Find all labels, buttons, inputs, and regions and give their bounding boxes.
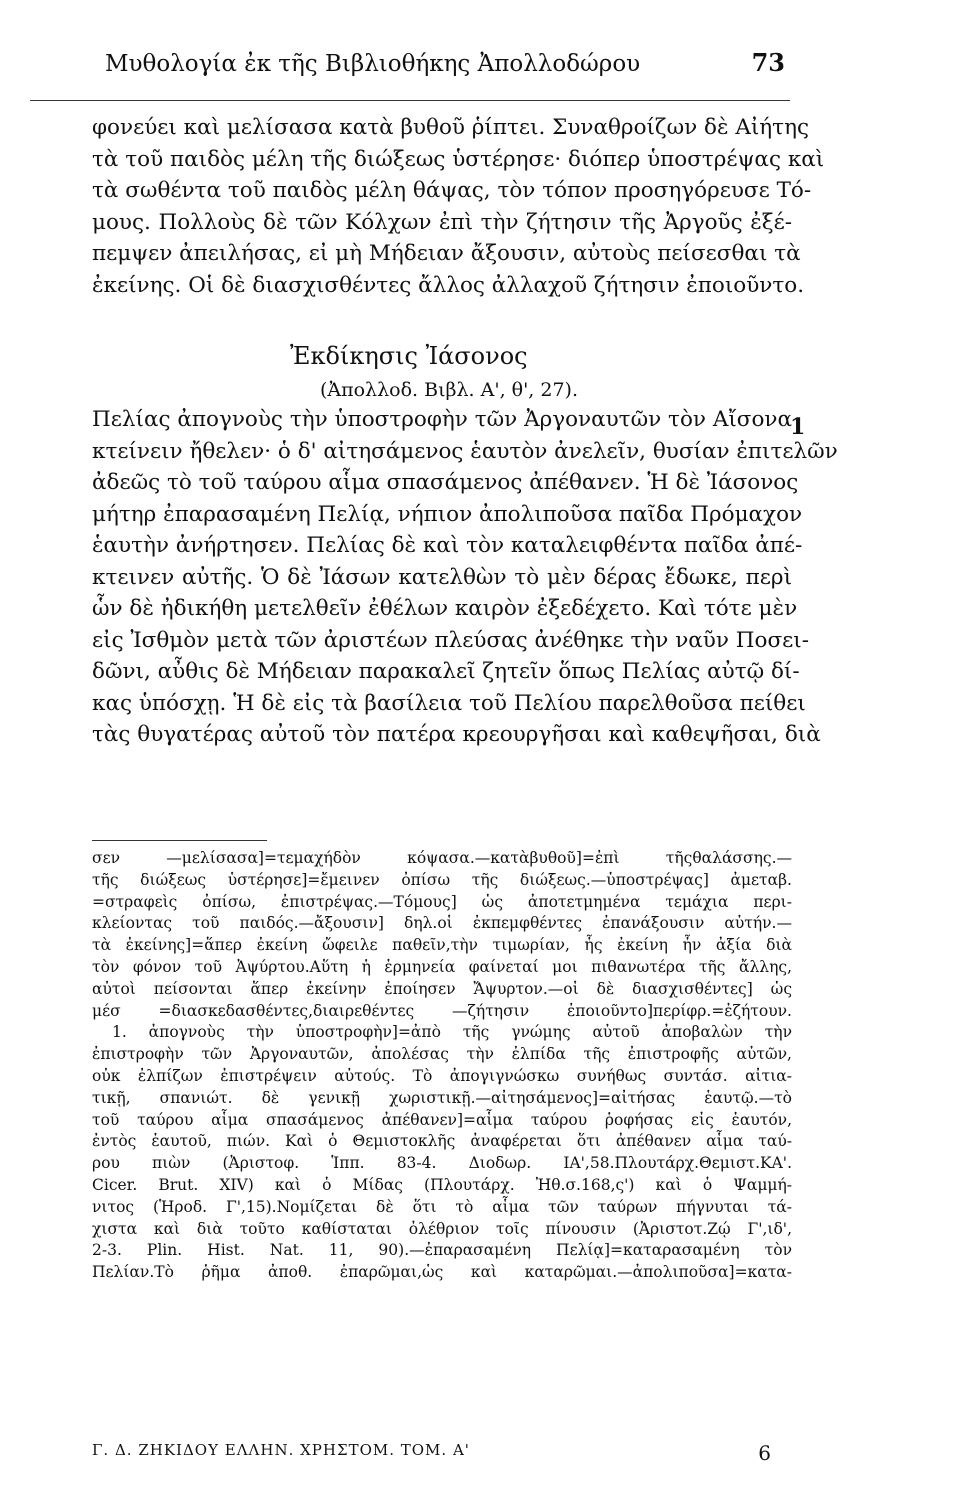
footnote-line: τῆς διώξεως ὑστέρησε]=ἔμεινεν ὀπίσω τῆς διώξεως.—ὑποστρέψας] ἀμεταβ. xyxy=(92,870,792,889)
footnote-line: οὐκ ἐλπίζων ἐπιστρέψειν αὐτούς. Τὸ ἀπογιγνώσκω συνήθως συντάσ. αἰτια- xyxy=(92,1066,792,1085)
section-reference: (Ἀπολλοδ. Βιβλ. Α', θ', 27). xyxy=(320,379,579,401)
text-line: ὧν δὲ ἠδικήθη μετελθεῖν ἐθέλων καιρὸν ἐξεδέχετο. Καὶ τότε μὲν xyxy=(92,596,798,621)
footnote-line: τικῇ, σπανιώτ. δὲ γενικῇ χωριστικῇ.—αἰτησάμενος]=αἰτήσας ἑαυτῷ.—τὸ xyxy=(92,1088,792,1107)
footnote-line: =στραφεὶς ὀπίσω, ἐπιστρέψας.—Τόμους] ὡς ἀποτετμημένα τεμάχια περι- xyxy=(92,892,792,911)
footnote-line: τὸν φόνον τοῦ Ἀψύρτου.Αὕτη ἡ ἑρμηνεία φαίνεταί μοι πιθανωτέρα τῆς ἄλλης, xyxy=(92,957,792,976)
text-line: δῶνι, αὖθις δὲ Μήδειαν παρακαλεῖ ζητεῖν ὅπως Πελίας αὐτῷ δί- xyxy=(92,659,800,684)
footnote-line: κλείοντας τοῦ παιδός.—ἄξουσιν] δηλ.οἱ ἐκπεμφθέντες ἐπανάξουσιν αὐτήν.— xyxy=(92,914,792,933)
text-line: ἐκείνης. Οἱ δὲ διασχισθέντες ἄλλος ἀλλαχοῦ ζήτησιν ἐποιοῦντο. xyxy=(92,272,805,298)
text-line: ἑαυτὴν ἀνήρτησεν. Πελίας δὲ καὶ τὸν καταλειφθέντα παῖδα ἀπέ- xyxy=(92,533,803,558)
text-line: κτείνειν ἤθελεν· ὁ δ' αἰτησάμενος ἑαυτὸν ἀνελεῖν, θυσίαν ἐπιτελῶν xyxy=(92,438,838,464)
text-line: Πελίας ἀπογνοὺς τὴν ὑποστροφὴν τῶν Ἀργοναυτῶν τὸν Αἴσονα xyxy=(92,407,792,432)
header-rule xyxy=(30,100,790,101)
footnote-line: ἐπιστροφὴν τῶν Ἀργοναυτῶν, ἀπολέσας τὴν ἐλπίδα τῆς ἐπιστροφῆς αὐτῶν, xyxy=(92,1045,792,1064)
footnote-line: τοῦ ταύρου αἷμα σπασάμενος ἀπέθανεν]=αἷμα ταύρου ῥοφήσας εἰς ἑαυτόν, xyxy=(92,1110,792,1129)
text-line: εἰς Ἰσθμὸν μετὰ τῶν ἀριστέων πλεύσας ἀνέθηκε τὴν ναῦν Ποσει- xyxy=(92,627,809,653)
sheet-number: 6 xyxy=(758,1441,772,1465)
text-line: τὰς θυγατέρας αὐτοῦ τὸν πατέρα κρεουργῆσαι καὶ καθεψῆσαι, διὰ xyxy=(92,722,821,747)
footnote-line: σεν —μελίσασα]=τεμαχήδὸν κόψασα.—κατὰβυθοῦ]=ἐπὶ τῆςθαλάσσης.— xyxy=(92,849,792,867)
text-line: ἀδεῶς τὸ τοῦ ταύρου αἷμα σπασάμενος ἀπέθανεν. Ἡ δὲ Ἰάσονος xyxy=(92,470,799,495)
footnotes xyxy=(92,848,792,1284)
footnote-line: νιτος (Ἡροδ. Γ',15).Νομίζεται δὲ ὅτι τὸ αἷμα τῶν ταύρων πήγνυται τά- xyxy=(92,1197,792,1216)
footnote-line: χιστα καὶ διὰ τοῦτο καθίσταται ὀλέθριον τοῖς πίνουσιν (Ἀριστοτ.Ζῴ Γ',ιδ', xyxy=(92,1219,792,1238)
footnote-rule xyxy=(92,840,267,841)
paragraph-1 xyxy=(92,112,825,301)
footnote-line: Πελίαν.Τὸ ῥῆμα ἀποθ. ἐπαρῶμαι,ὡς καὶ καταρῶμαι.—ἀπολιποῦσα]=κατα- xyxy=(92,1263,792,1282)
footnote-line: αὐτοὶ πείσονται ἅπερ ἐκείνην ἐποίησεν Ἄψυρτον.—οἱ δὲ διασχισθέντες] ὡς xyxy=(92,979,792,998)
footer-signature: Γ. Δ. ΖΗΚΙΔΟΥ ΕΛΛΗΝ. ΧΡΗΣΤΟΜ. ΤΟΜ. Α' xyxy=(92,1441,470,1459)
footnote-line: ρου πιὼν (Ἀριστοφ. Ἱππ. 83-4. Διοδωρ. ΙΑ',58.Πλουτάρχ.Θεμιστ.ΚΑ'. xyxy=(92,1154,792,1173)
text-line: φονεύει καὶ μελίσασα κατὰ βυθοῦ ῥίπτει. Συναθροίζων δὲ Αἰήτης xyxy=(92,115,809,140)
page-number: 73 xyxy=(751,48,785,77)
page-footer xyxy=(92,1441,772,1465)
text-line: πεμψεν ἀπειλήσας, εἰ μὴ Μήδειαν ἄξουσιν, αὐτοὺς πείσεσθαι τὰ xyxy=(92,241,801,266)
text-line: μους. Πολλοὺς δὲ τῶν Κόλχων ἐπὶ τὴν ζήτησιν τῆς Ἀργοῦς ἐξέ- xyxy=(92,209,792,235)
text-line: μήτηρ ἐπαρασαμένη Πελίᾳ, νήπιον ἀπολιποῦσα παῖδα Πρόμαχον xyxy=(92,501,803,527)
text-line: τὰ σωθέντα τοῦ παιδὸς μέλη θάψας, τὸν τόπον προσηγόρευσε Τό- xyxy=(92,178,812,203)
footnote-line: ἐντὸς ἑαυτοῦ, πιών. Καὶ ὁ Θεμιστοκλῆς ἀναφέρεται ὅτι ἀπέθανεν αἷμα ταύ- xyxy=(92,1132,792,1151)
text-line: κας ὑπόσχῃ. Ἡ δὲ εἰς τὰ βασίλεια τοῦ Πελίου παρελθοῦσα πείθει xyxy=(92,690,806,716)
text-line: κτεινεν αὐτῆς. Ὁ δὲ Ἰάσων κατελθὼν τὸ μὲν δέρας ἔδωκε, περὶ xyxy=(92,564,792,590)
footnote-line: 2-3. Plin. Hist. Nat. 11, 90).—ἐπαρασαμένη Πελίᾳ]=καταρασαμένη τὸν xyxy=(92,1241,792,1260)
text-line: τὰ τοῦ παιδὸς μέλη τῆς διώξεως ὑστέρησε· διόπερ ὑποστρέψας καὶ xyxy=(92,146,825,172)
section-title: Ἐκδίκησις Ἰάσονος xyxy=(290,342,528,370)
footnote-line: Cicer. Brut. XIV) καὶ ὁ Μίδας (Πλουτάρχ. Ἠθ.σ.168,ς') καὶ ὁ Ψαμμή- xyxy=(92,1175,792,1194)
paragraph-2 xyxy=(92,404,838,751)
margin-note-number: 1 xyxy=(790,414,806,440)
running-title: Μυθολογία ἐκ τῆς Βιβλιοθήκης Ἀπολλοδώρου xyxy=(105,51,641,77)
running-header xyxy=(105,48,785,77)
footnote-line: 1. ἀπογνοὺς τὴν ὑποστροφὴν]=ἀπὸ τῆς γνώμης αὐτοῦ ἀποβαλὼν τὴν xyxy=(112,1023,792,1042)
footnote-line: τὰ ἐκείνης]=ἅπερ ἐκείνη ὤφειλε παθεῖν,τὴν τιμωρίαν, ἧς ἐκείνη ἦν ἀξία διὰ xyxy=(92,936,792,955)
footnote-line: μέσ =διασκεδασθέντες,διαιρεθέντες —ζήτησιν ἐποιοῦντο]περίφρ.=ἐζήτουν. xyxy=(92,1001,792,1020)
